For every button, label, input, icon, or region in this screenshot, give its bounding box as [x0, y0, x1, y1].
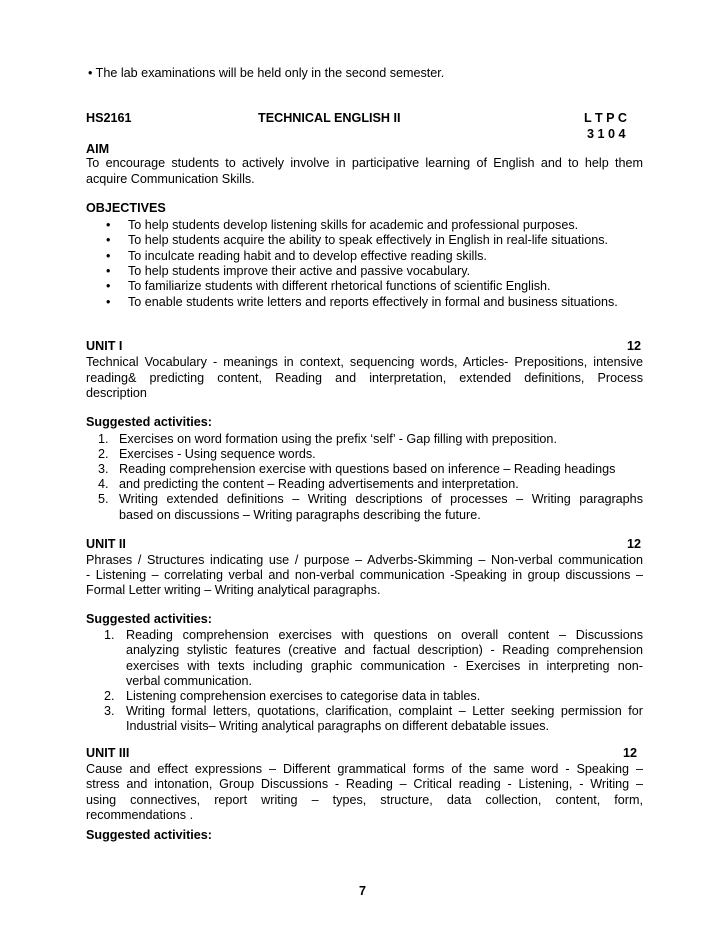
ltpc-values: 3 1 0 4 — [587, 127, 626, 141]
bullet-icon: • — [106, 233, 111, 247]
activity-text: Writing formal letters, quotations, clarification, complaint – Letter seeking permission for — [126, 704, 643, 718]
activity-number: 5. — [98, 492, 109, 506]
bullet-icon: • — [106, 295, 111, 309]
activity-number: 2. — [98, 447, 109, 461]
page-number: 7 — [359, 884, 367, 898]
aim-line: To encourage students to actively involve in participative learning of English and to help them — [86, 156, 643, 170]
activity-number: 3. — [104, 704, 115, 718]
objective-item: • To inculcate reading habit and to develop effective reading skills. — [106, 249, 487, 263]
bullet-icon: • — [106, 279, 111, 293]
unit-2-activities-heading: Suggested activities: — [86, 612, 212, 626]
unit-2-text: Phrases / Structures indicating use / purpose – Adverbs-Skimming – Non-verbal communication — [86, 553, 643, 567]
objectives-heading: OBJECTIVES — [86, 201, 166, 215]
activity-text: Reading comprehension exercises with questions on overall content – Discussions — [126, 628, 643, 642]
unit-3-text: Cause and effect expressions – Different grammatical forms of the same word - Speaking – — [86, 762, 643, 776]
activity-text: Listening comprehension exercises to categorise data in tables. — [126, 689, 481, 703]
activity-text: Exercises - Using sequence words. — [119, 447, 316, 461]
aim-line: acquire Communication Skills. — [86, 172, 255, 186]
activity-number: 1. — [98, 432, 109, 446]
activity-text: analyzing stylistic features (creative and factual description) - Reading comprehension — [126, 643, 643, 657]
aim-heading: AIM — [86, 142, 110, 156]
unit-3-text: recommendations . — [86, 808, 194, 822]
unit-2-text: Formal Letter writing – Writing analytical paragraphs. — [86, 583, 381, 597]
bullet-icon: • — [106, 264, 111, 278]
activity-text: Writing extended definitions – Writing descriptions of processes – Writing paragraphs — [119, 492, 643, 506]
activity-number: 1. — [104, 628, 115, 642]
unit-3-hours: 12 — [623, 746, 638, 760]
unit-2-heading: UNIT II — [86, 537, 126, 551]
unit-3-activities-heading: Suggested activities: — [86, 828, 212, 842]
lab-exam-note: • The lab examinations will be held only in the second semester. — [88, 66, 445, 80]
unit-1-heading: UNIT I — [86, 339, 123, 353]
activity-number: 2. — [104, 689, 115, 703]
unit-2-text: - Listening – correlating verbal and non-verbal communication -Speaking in group discussions – — [86, 568, 643, 582]
activity-text: Exercises on word formation using the prefix ‘self’ - Gap filling with preposition. — [119, 432, 557, 446]
unit-2-hours: 12 — [627, 537, 642, 551]
unit-1-text: reading& predicting content, Reading and interpretation, extended definitions, Process — [86, 371, 643, 385]
unit-3-heading: UNIT III — [86, 746, 130, 760]
activity-text: based on discussions – Writing paragraphs describing the future. — [119, 508, 481, 522]
activity-text: Industrial visits– Writing analytical paragraphs on different debatable issues. — [126, 719, 550, 733]
unit-1-text: description — [86, 386, 147, 400]
course-title: TECHNICAL ENGLISH II — [258, 111, 401, 125]
activity-text: exercises with texts including graphic communication - Exercises in interpreting non- — [126, 659, 643, 673]
objective-item: • To help students develop listening skills for academic and professional purposes. — [106, 218, 579, 232]
objective-item: • To enable students write letters and reports effectively in formal and business situations. — [106, 295, 618, 309]
bullet-icon: • — [106, 249, 111, 263]
activity-text: and predicting the content – Reading advertisements and interpretation. — [119, 477, 519, 491]
unit-1-hours: 12 — [627, 339, 642, 353]
ltpc-header: L T P C — [584, 111, 627, 125]
activity-text: Reading comprehension exercise with questions based on inference – Reading headings — [119, 462, 616, 476]
objective-item: • To help students improve their active and passive vocabulary. — [106, 264, 471, 278]
objective-item: • To help students acquire the ability to speak effectively in English in real-life situations. — [106, 233, 608, 247]
course-code: HS2161 — [86, 111, 132, 125]
unit-3-text: using connectives, report writing – types, structure, data collection, content, form, — [86, 793, 643, 807]
objective-item: • To familiarize students with different rhetorical functions of scientific English. — [106, 279, 551, 293]
unit-1-text: Technical Vocabulary - meanings in context, sequencing words, Articles- Prepositions, intensive — [86, 355, 643, 369]
bullet-icon: • — [106, 218, 111, 232]
unit-1-activities-heading: Suggested activities: — [86, 415, 212, 429]
activity-number: 3. — [98, 462, 109, 476]
unit-3-text: stress and intonation, Group Discussions - Reading – Critical reading - Listening, - Writing – — [86, 777, 643, 791]
activity-number: 4. — [98, 477, 109, 491]
activity-text: verbal communication. — [126, 674, 252, 688]
